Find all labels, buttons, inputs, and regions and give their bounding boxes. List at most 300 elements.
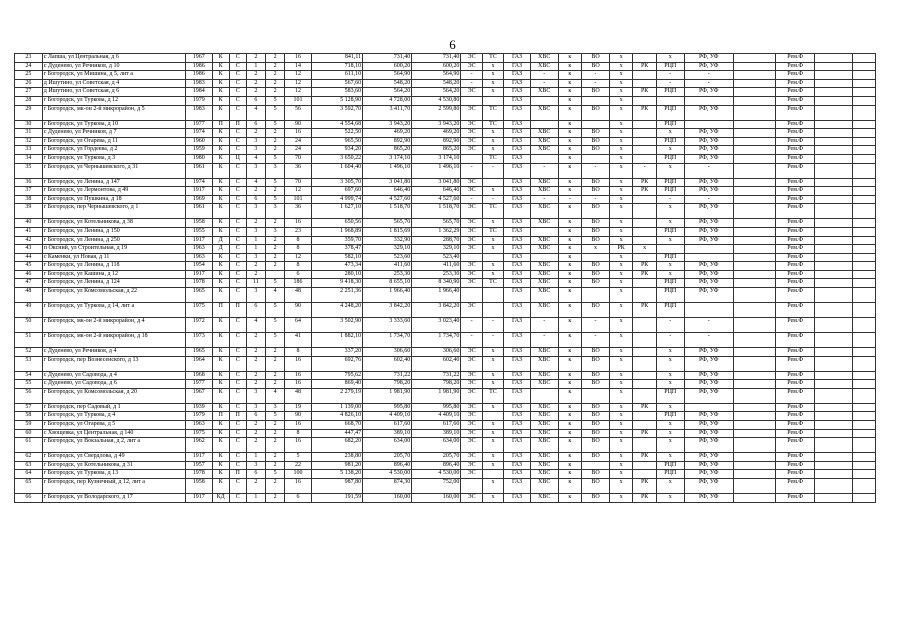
cell-sw: ВО (582, 88, 610, 97)
cell-cw: ХВС (530, 146, 558, 155)
cell-rk (633, 380, 657, 389)
cell-wall: К (212, 146, 229, 155)
cell-fl: 2 (246, 348, 265, 357)
cell-x: х (609, 154, 633, 163)
cell-a3: 1 362,29 (412, 227, 461, 236)
table-row (15, 438, 876, 453)
cell-cw (530, 120, 558, 129)
cell-e3 (853, 461, 876, 470)
cell-r2: Рем.Ф (776, 195, 814, 204)
cell-e2 (814, 96, 852, 105)
cell-wall: К (212, 62, 229, 71)
cell-e2 (814, 303, 852, 318)
cell-x: х (609, 494, 633, 503)
cell-apt: 48 (285, 388, 312, 403)
cell-e2 (814, 494, 852, 503)
cell-no: 36 (15, 178, 43, 187)
cell-apt: 12 (285, 88, 312, 97)
cell-r1: РФ, УФ (684, 227, 733, 236)
cell-g: ГАЗ (504, 461, 531, 470)
cell-ent: 2 (265, 380, 284, 389)
cell-g: ГАЗ (504, 453, 531, 462)
cell-year: 1983 (185, 105, 212, 120)
cell-a1: 567,60 (311, 79, 362, 88)
cell-cw: ХВС (530, 470, 558, 479)
cell-a1: 3 305,70 (311, 178, 362, 187)
cell-wall: К (212, 79, 229, 88)
cell-rk (633, 371, 657, 380)
cell-a1: 2 279,19 (311, 388, 362, 403)
cell-no: 35 (15, 163, 43, 178)
cell-g: ГАЗ (504, 388, 531, 403)
cell-h: - (461, 195, 482, 204)
cell-e2 (814, 348, 852, 357)
cell-e2 (814, 88, 852, 97)
cell-g: ГАЗ (504, 333, 531, 348)
cell-x: х (609, 262, 633, 271)
cell-g: ГАЗ (504, 137, 531, 146)
cell-r2: Рем.Ф (776, 262, 814, 271)
cell-addr: с Дуденево, ул Садовода, д 4 (42, 371, 185, 380)
cell-ser: С (229, 71, 246, 80)
cell-addr: г Богородск, ул Пушкина, д 18 (42, 195, 185, 204)
cell-e1 (733, 105, 776, 120)
cell-e1 (733, 453, 776, 462)
table-row (15, 494, 876, 503)
cell-year: 1980 (185, 154, 212, 163)
cell-f: РЦП (656, 253, 684, 262)
cell-f: РЦП (656, 187, 684, 196)
cell-addr: г Богородск, мк-он 2-й микрорайон, д 4 (42, 318, 185, 333)
cell-a1: 718,10 (311, 62, 362, 71)
cell-h: ЭС (461, 262, 482, 271)
cell-x: х (609, 429, 633, 438)
cell-e3 (853, 236, 876, 245)
cell-a3: 205,70 (412, 453, 461, 462)
cell-cw: - (530, 333, 558, 348)
cell-e1 (733, 438, 776, 453)
cell-hw: ТС (482, 154, 503, 163)
cell-wall: П (212, 303, 229, 318)
cell-e2 (814, 236, 852, 245)
cell-k: к (558, 318, 582, 333)
cell-ent: 2 (265, 245, 284, 254)
cell-hw: х (482, 187, 503, 196)
cell-ent: 2 (265, 187, 284, 196)
cell-k: к (558, 120, 582, 129)
cell-e2 (814, 438, 852, 453)
cell-f: х (656, 479, 684, 494)
cell-hw: х (482, 403, 503, 412)
cell-ent: 2 (265, 479, 284, 494)
cell-e2 (814, 253, 852, 262)
cell-e1 (733, 470, 776, 479)
cell-no: 34 (15, 154, 43, 163)
cell-e2 (814, 146, 852, 155)
cell-cw: ХВС (530, 403, 558, 412)
cell-sw: - (582, 195, 610, 204)
cell-fl: 1 (246, 62, 265, 71)
cell-no: 46 (15, 270, 43, 279)
cell-wall: К (212, 219, 229, 228)
cell-a3: 731,22 (412, 371, 461, 380)
cell-k: к (558, 438, 582, 453)
cell-e3 (853, 412, 876, 421)
cell-e1 (733, 270, 776, 279)
cell-e2 (814, 245, 852, 254)
cell-g: ГАЗ (504, 421, 531, 430)
cell-ent: 5 (265, 195, 284, 204)
cell-r1: РФ, УФ (684, 470, 733, 479)
cell-sw: ВО (582, 356, 610, 371)
cell-r1 (684, 245, 733, 254)
table-row (15, 154, 876, 163)
table-row (15, 62, 876, 71)
cell-a1: 1 882,10 (311, 333, 362, 348)
cell-r1: - (684, 79, 733, 88)
cell-year: 1974 (185, 178, 212, 187)
cell-apt: 101 (285, 96, 312, 105)
cell-wall: К (212, 421, 229, 430)
cell-ser: С (229, 129, 246, 138)
cell-rk: х (633, 245, 657, 254)
cell-r1: РФ, УФ (684, 187, 733, 196)
cell-x: х (609, 71, 633, 80)
cell-h: ЭС (461, 388, 482, 403)
cell-hw: ТС (482, 54, 503, 63)
cell-a1: 191,59 (311, 494, 362, 503)
cell-e1 (733, 137, 776, 146)
cell-ser: С (229, 195, 246, 204)
cell-k: к (558, 105, 582, 120)
cell-r2: Рем.Ф (776, 96, 814, 105)
cell-a2: 634,00 (363, 438, 412, 453)
cell-a2: 1 734,70 (363, 333, 412, 348)
cell-wall: К (212, 187, 229, 196)
cell-hw: х (482, 62, 503, 71)
cell-e1 (733, 253, 776, 262)
cell-r1: РФ, УФ (684, 288, 733, 303)
cell-a2: 8 655,10 (363, 279, 412, 288)
cell-rk (633, 219, 657, 228)
cell-rk (633, 356, 657, 371)
cell-r2: Рем.Ф (776, 120, 814, 129)
cell-apt: 186 (285, 279, 312, 288)
cell-x: х (609, 333, 633, 348)
cell-sw: ВО (582, 279, 610, 288)
cell-a2: 1 981,90 (363, 388, 412, 403)
cell-g: ГАЗ (504, 236, 531, 245)
cell-e3 (853, 333, 876, 348)
cell-r1 (684, 120, 733, 129)
cell-apt: 16 (285, 380, 312, 389)
cell-no: 54 (15, 371, 43, 380)
cell-f: РЦП (656, 470, 684, 479)
cell-sw: ВО (582, 204, 610, 219)
cell-f: х (656, 380, 684, 389)
cell-e3 (853, 479, 876, 494)
cell-fl: 6 (246, 470, 265, 479)
cell-e1 (733, 96, 776, 105)
cell-year: 1975 (185, 303, 212, 318)
cell-year: 1972 (185, 318, 212, 333)
cell-a2: 253,30 (363, 270, 412, 279)
cell-hw: х (482, 438, 503, 453)
cell-g: ГАЗ (504, 262, 531, 271)
cell-addr: г Богородск, ул Туркова, д 13 (42, 470, 185, 479)
cell-r2: Рем.Ф (776, 71, 814, 80)
cell-a1: 4 999,74 (311, 195, 362, 204)
cell-g: ГАЗ (504, 195, 531, 204)
cell-a3: 896,40 (412, 461, 461, 470)
cell-sw: ВО (582, 219, 610, 228)
cell-h: ЭС (461, 227, 482, 236)
cell-h: ЭС (461, 412, 482, 421)
cell-apt: 12 (285, 71, 312, 80)
cell-e3 (853, 227, 876, 236)
cell-a1: 473,34 (311, 262, 362, 271)
cell-g: ГАЗ (504, 187, 531, 196)
cell-year: 1962 (185, 438, 212, 453)
cell-apt: 8 (285, 429, 312, 438)
cell-apt: 90 (285, 303, 312, 318)
cell-rk (633, 54, 657, 63)
cell-wall: К (212, 178, 229, 187)
cell-x: х (609, 195, 633, 204)
cell-ser: С (229, 178, 246, 187)
cell-h: ЭС (461, 279, 482, 288)
cell-f: х (656, 429, 684, 438)
cell-f: х (656, 236, 684, 245)
cell-k: к (558, 253, 582, 262)
cell-wall: К (212, 371, 229, 380)
cell-g: ГАЗ (504, 348, 531, 357)
cell-addr: г Богородск, ул Володарского, д 17 (42, 494, 185, 503)
cell-ent: 2 (265, 438, 284, 453)
cell-ser: С (229, 494, 246, 503)
cell-e3 (853, 453, 876, 462)
cell-addr: г Богородск, ул Туркова, д 14, лит а (42, 303, 185, 318)
cell-a2: 3 174,10 (363, 154, 412, 163)
cell-a3: 389,10 (412, 429, 461, 438)
cell-apt: 16 (285, 371, 312, 380)
cell-year: 1968 (185, 371, 212, 380)
cell-addr: с Лапша, ул Центральная, д 6 (42, 54, 185, 63)
cell-hw (482, 470, 503, 479)
table-row (15, 288, 876, 303)
cell-e2 (814, 54, 852, 63)
cell-r2: Рем.Ф (776, 380, 814, 389)
cell-year: 1984 (185, 88, 212, 97)
cell-h: - (461, 163, 482, 178)
cell-f: РЦП (656, 303, 684, 318)
cell-r1: РФ, УФ (684, 178, 733, 187)
cell-apt: 70 (285, 154, 312, 163)
cell-e3 (853, 137, 876, 146)
cell-a1: 238,80 (311, 453, 362, 462)
table-row (15, 253, 876, 262)
cell-a2: 4 530,00 (363, 470, 412, 479)
cell-f: - (656, 195, 684, 204)
cell-r1: РФ, УФ (684, 388, 733, 403)
cell-fl: 2 (246, 371, 265, 380)
cell-year: 1958 (185, 219, 212, 228)
cell-wall: К (212, 96, 229, 105)
cell-r2: Рем.Ф (776, 227, 814, 236)
cell-x: х (609, 412, 633, 421)
cell-ent: 2 (265, 137, 284, 146)
cell-year: 1986 (185, 71, 212, 80)
cell-rk (633, 227, 657, 236)
cell-year: 1983 (185, 79, 212, 88)
cell-hw: х (482, 219, 503, 228)
cell-rk: РК (633, 178, 657, 187)
cell-wall: К (212, 288, 229, 303)
cell-year: 1965 (185, 288, 212, 303)
cell-g: ГАЗ (504, 318, 531, 333)
cell-g: ГАЗ (504, 178, 531, 187)
cell-sw (582, 461, 610, 470)
cell-k: к (558, 380, 582, 389)
cell-e3 (853, 204, 876, 219)
cell-x: х (609, 79, 633, 88)
cell-ent: 2 (265, 348, 284, 357)
cell-e2 (814, 453, 852, 462)
cell-f: х (656, 421, 684, 430)
cell-f: х (656, 270, 684, 279)
cell-a1: 359,70 (311, 236, 362, 245)
cell-x: х (609, 178, 633, 187)
cell-sw: - (582, 318, 610, 333)
cell-rk (633, 137, 657, 146)
cell-f: х (656, 219, 684, 228)
cell-addr: г Богородск, ул Ленина, д 118 (42, 262, 185, 271)
cell-f: х (656, 494, 684, 503)
table-row (15, 146, 876, 155)
cell-a2: 1 518,70 (363, 204, 412, 219)
cell-k: к (558, 178, 582, 187)
cell-k: к (558, 245, 582, 254)
cell-a2: 160,00 (363, 494, 412, 503)
cell-hw (482, 178, 503, 187)
cell-ser: С (229, 403, 246, 412)
cell-rk: РК (633, 270, 657, 279)
cell-r1: РФ, УФ (684, 429, 733, 438)
cell-r1: РФ, УФ (684, 236, 733, 245)
cell-a3: 253,30 (412, 270, 461, 279)
cell-a3: 1 496,10 (412, 163, 461, 178)
cell-apt: 36 (285, 204, 312, 219)
cell-e3 (853, 105, 876, 120)
cell-e1 (733, 154, 776, 163)
cell-k: к (558, 219, 582, 228)
cell-apt: 6 (285, 270, 312, 279)
table-row (15, 195, 876, 204)
cell-k: к (558, 288, 582, 303)
cell-a2: 3 842,20 (363, 303, 412, 318)
cell-e1 (733, 318, 776, 333)
cell-ser: С (229, 54, 246, 63)
cell-rk (633, 236, 657, 245)
cell-hw (482, 253, 503, 262)
cell-ent (265, 270, 284, 279)
cell-e1 (733, 120, 776, 129)
cell-g: ГАЗ (504, 494, 531, 503)
cell-r2: Рем.Ф (776, 178, 814, 187)
cell-ser: С (229, 96, 246, 105)
cell-g: ГАЗ (504, 270, 531, 279)
cell-cw (530, 154, 558, 163)
cell-addr: г Богородск, ул Кашина, д 12 (42, 270, 185, 279)
cell-f: х (656, 163, 684, 178)
cell-no: 30 (15, 120, 43, 129)
cell-r1: РФ, УФ (684, 129, 733, 138)
cell-rk (633, 333, 657, 348)
cell-r1 (684, 303, 733, 318)
cell-r2: Рем.Ф (776, 318, 814, 333)
cell-apt: 22 (285, 461, 312, 470)
cell-e2 (814, 279, 852, 288)
cell-apt: 16 (285, 356, 312, 371)
table-row (15, 429, 876, 438)
cell-r1: РФ, УФ (684, 348, 733, 357)
cell-g: ГАЗ (504, 245, 531, 254)
cell-wall: К (212, 388, 229, 403)
cell-e2 (814, 318, 852, 333)
cell-h: ЭС (461, 461, 482, 470)
cell-ent: 2 (265, 79, 284, 88)
cell-x: х (609, 279, 633, 288)
cell-hw: х (482, 494, 503, 503)
cell-e1 (733, 195, 776, 204)
cell-year: 1967 (185, 54, 212, 63)
cell-r2: Рем.Ф (776, 154, 814, 163)
cell-a3: 4 409,10 (412, 412, 461, 421)
cell-no: 53 (15, 356, 43, 371)
cell-cw: ХВС (530, 105, 558, 120)
cell-r2: Рем.Ф (776, 253, 814, 262)
cell-a2: 1 966,40 (363, 288, 412, 303)
cell-no: 61 (15, 438, 43, 453)
cell-no: 37 (15, 187, 43, 196)
cell-r1 (684, 403, 733, 412)
cell-e2 (814, 288, 852, 303)
cell-f: РЦП (656, 288, 684, 303)
cell-ent: 5 (265, 279, 284, 288)
cell-h: - (461, 71, 482, 80)
cell-k: к (558, 453, 582, 462)
table-row (15, 333, 876, 348)
cell-e3 (853, 279, 876, 288)
cell-no: 56 (15, 388, 43, 403)
cell-x: х (609, 403, 633, 412)
cell-hw: ТС (482, 227, 503, 236)
cell-h: ЭС (461, 453, 482, 462)
cell-fl: 6 (246, 303, 265, 318)
cell-cw: ХВС (530, 303, 558, 318)
cell-h: ЭС (461, 303, 482, 318)
cell-no: 25 (15, 71, 43, 80)
cell-k: к (558, 303, 582, 318)
cell-e3 (853, 270, 876, 279)
cell-year: 1939 (185, 403, 212, 412)
cell-addr: г Богородск, ул Свердлова, д 49 (42, 453, 185, 462)
cell-g: ГАЗ (504, 71, 531, 80)
cell-no: 43 (15, 245, 43, 254)
cell-ser: С (229, 318, 246, 333)
cell-ent: 2 (265, 129, 284, 138)
cell-a3: 564,20 (412, 88, 461, 97)
